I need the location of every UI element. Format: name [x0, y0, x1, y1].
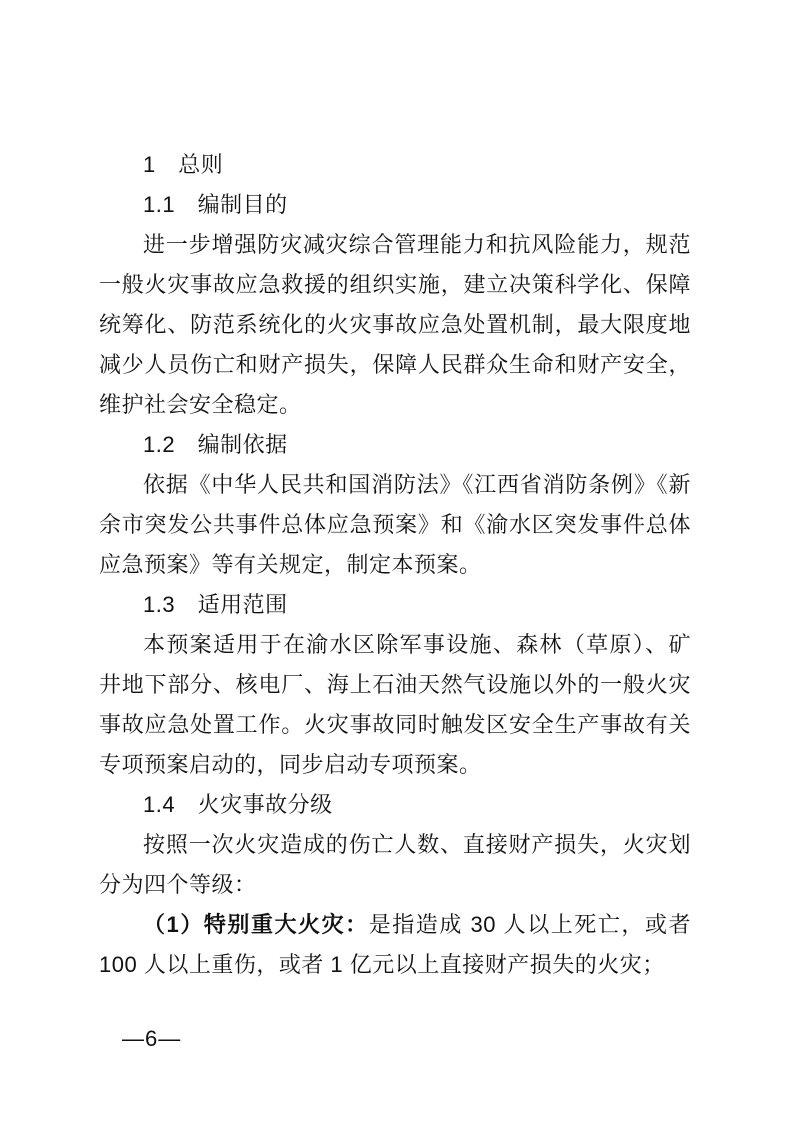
paragraph-bold-lead: （1）特别重大火灾：: [143, 912, 369, 937]
paragraph-classification-intro: 按照一次火灾造成的伤亡人数、直接财产损失，火灾划分为四个等级：: [99, 832, 691, 897]
section-heading-1-3: 1.3 适用范围: [143, 592, 288, 617]
section-heading-1: 1 总则: [143, 152, 224, 177]
paragraph-scope: 本预案适用于在渝水区除军事设施、森林（草原）、矿井地下部分、核电厂、海上石油天然气设施以外的一般火灾事故应急处置工作。火灾事故同时触发区安全生产事故有关专项预案启动的，同步启动专项预案。: [99, 632, 691, 777]
paragraph-basis: 依据《中华人民共和国消防法》《江西省消防条例》《新余市突发公共事件总体应急预案》和《渝水区突发事件总体应急预案》等有关规定，制定本预案。: [99, 472, 691, 577]
paragraph-level-1-fire: [99, 905, 691, 985]
section-heading-1-1: 1.1 编制目的: [143, 192, 288, 217]
page-number: —6—: [122, 1026, 182, 1051]
paragraph-purpose: 进一步增强防灾减灾综合管理能力和抗风险能力，规范一般火灾事故应急救援的组织实施，建立决策科学化、保障统筹化、防范系统化的火灾事故应急处置机制，最大限度地减少人员伤亡和财产损失，保障人民群众生命和财产安全，维护社会安全稳定。: [99, 232, 691, 417]
section-heading-1-4: 1.4 火灾事故分级: [143, 792, 333, 817]
paragraph-bold-lead-rest: 是指造成 30 人以上死亡，或者 100 人以上重伤，或者 1 亿元以上直接财产损失的火灾；: [99, 912, 691, 977]
section-heading-1-2: 1.2 编制依据: [143, 432, 288, 457]
document-text-block: [99, 145, 691, 985]
